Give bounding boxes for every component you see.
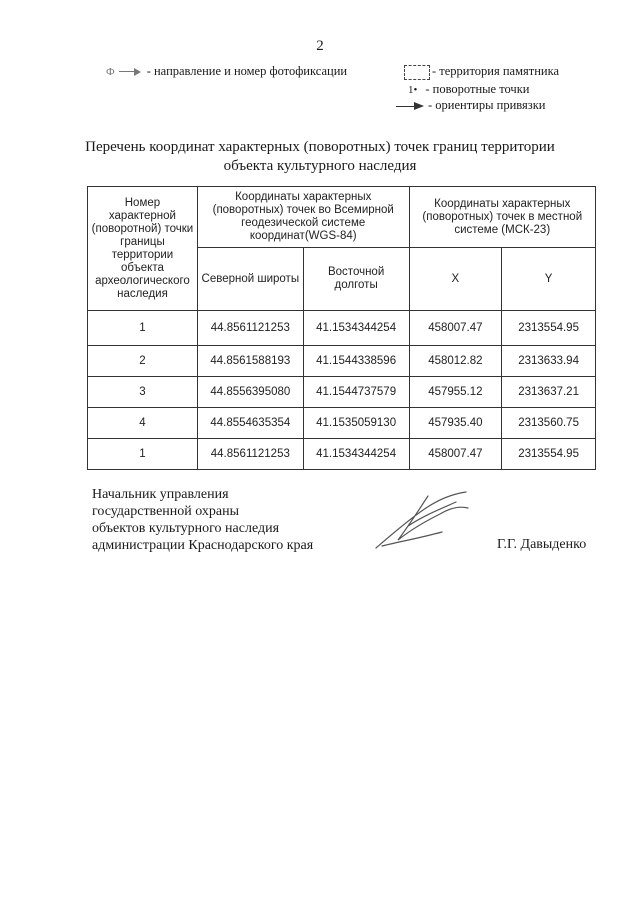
cell-point: 4 (88, 408, 198, 439)
handwritten-signature (368, 486, 478, 556)
cell-lat: 44.8556395080 (197, 377, 303, 408)
header-latitude: Северной широты (197, 248, 303, 311)
cell-x: 458007.47 (409, 439, 502, 470)
cell-x: 458012.82 (409, 346, 502, 377)
territory-boundary-icon (404, 65, 430, 80)
header-longitude: Восточной долготы (303, 248, 409, 311)
header-point-number: Номер характерной (поворотной) точки границы территории объекта археологического наследия (88, 187, 198, 311)
header-msk23: Координаты характерных (поворотных) точек в местной системе (МСК-23) (409, 187, 595, 248)
reference-arrow-icon (396, 102, 424, 111)
cell-lat: 44.8561121253 (197, 439, 303, 470)
legend-photo-label: - направление и номер фотофиксации (146, 64, 348, 78)
table-header-row (88, 187, 596, 248)
legend-refs-label: - ориентиры привязки (428, 98, 546, 112)
legend-photo-item (106, 64, 347, 80)
page-number: 2 (316, 38, 324, 54)
cell-y: 2313633.94 (502, 346, 596, 377)
cell-y: 2313560.75 (502, 408, 596, 439)
position-line-4: администрации Краснодарского края (92, 538, 314, 553)
legend-territory-item (404, 64, 559, 80)
turning-point-icon: 1• (408, 84, 418, 96)
cell-x: 458007.47 (409, 311, 502, 346)
table-row (88, 408, 596, 439)
document-title (0, 138, 640, 176)
title-line-2: объекта культурного наследия (223, 158, 417, 174)
legend-points-label: - поворотные точки (425, 82, 530, 96)
cell-point: 1 (88, 311, 198, 346)
cell-lon: 41.1534344254 (303, 311, 409, 346)
header-x: X (409, 248, 502, 311)
coordinates-table (87, 186, 596, 470)
legend-refs-item (396, 98, 545, 113)
cell-point: 3 (88, 377, 198, 408)
photo-fixation-icon: Ф (106, 66, 115, 78)
cell-lat: 44.8554635354 (197, 408, 303, 439)
header-y: Y (502, 248, 596, 311)
position-line-2: государственной охраны (92, 504, 240, 519)
cell-y: 2313554.95 (502, 311, 596, 346)
table-row (88, 346, 596, 377)
cell-point: 2 (88, 346, 198, 377)
table-row (88, 377, 596, 408)
cell-lat: 44.8561121253 (197, 311, 303, 346)
turning-point-number: 1 (408, 84, 414, 96)
legend-territory-label: - территория памятника (432, 64, 560, 78)
signatory-position (92, 486, 313, 554)
cell-lat: 44.8561588193 (197, 346, 303, 377)
title-line-1: Перечень координат характерных (поворотных) точек границ территории (85, 139, 555, 155)
table-row (88, 311, 596, 346)
photo-direction-arrow-icon (119, 68, 141, 76)
cell-lon: 41.1535059130 (303, 408, 409, 439)
cell-y: 2313554.95 (502, 439, 596, 470)
cell-y: 2313637.21 (502, 377, 596, 408)
position-line-3: объектов культурного наследия (92, 521, 280, 536)
cell-lon: 41.1544737579 (303, 377, 409, 408)
cell-x: 457955.12 (409, 377, 502, 408)
table-row (88, 439, 596, 470)
cell-lon: 41.1534344254 (303, 439, 409, 470)
legend-points-item (408, 82, 530, 98)
cell-lon: 41.1544338596 (303, 346, 409, 377)
position-line-1: Начальник управления (92, 487, 229, 502)
cell-point: 1 (88, 439, 198, 470)
cell-x: 457935.40 (409, 408, 502, 439)
header-wgs84: Координаты характерных (поворотных) точек во Всемирной геодезической системе координат(WGS-84) (197, 187, 409, 248)
signer-name: Г.Г. Давыденко (497, 537, 587, 552)
